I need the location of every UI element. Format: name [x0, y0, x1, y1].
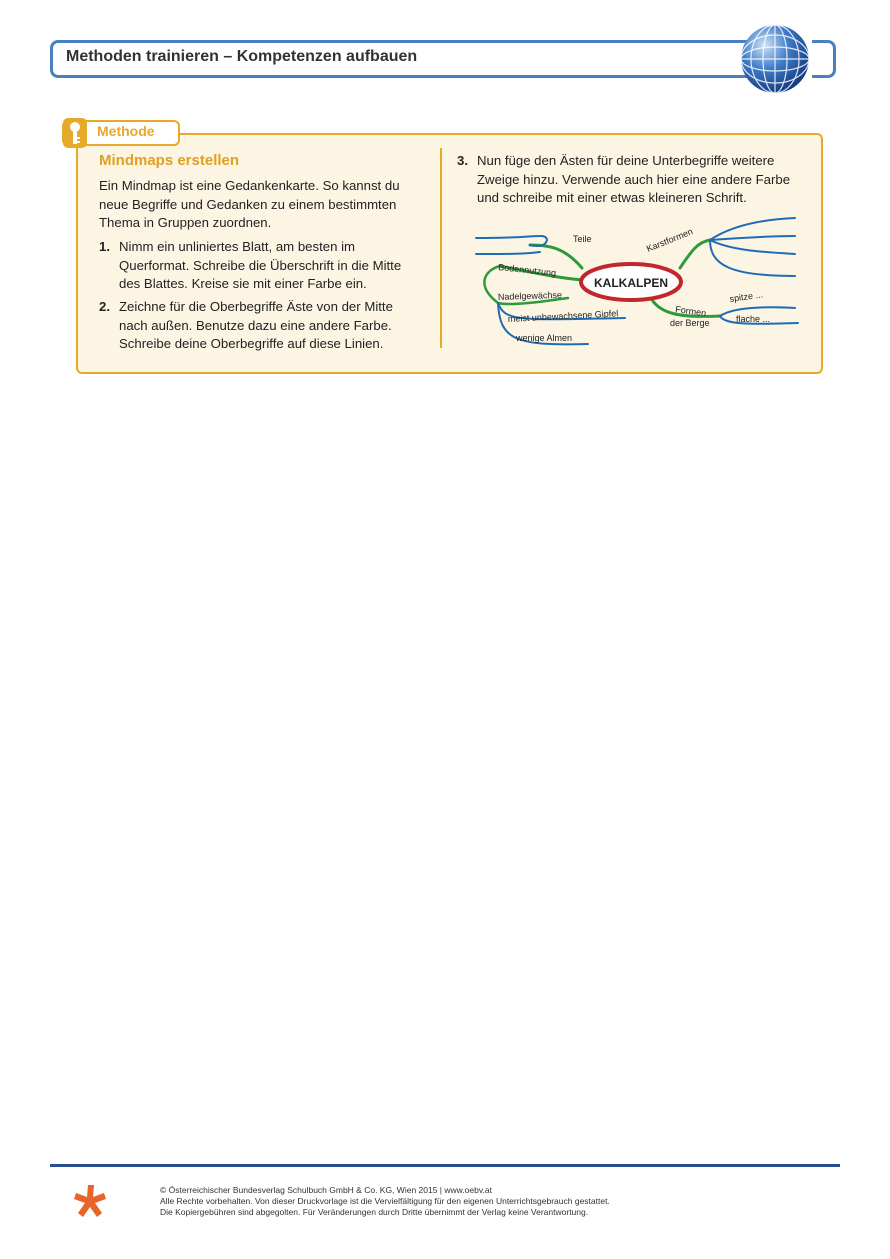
label-bodennutzung: Bodennutzung: [497, 262, 557, 279]
step-number: 3.: [457, 153, 468, 168]
step-line: Nun füge den Ästen für deine Unterbegriffe weitere: [477, 153, 775, 168]
step-line: Schreibe deine Oberbegriffe auf diese Linien.: [119, 336, 384, 351]
sub-karst-3: [710, 240, 795, 254]
step-2: [99, 298, 439, 354]
globe-icon: [738, 22, 812, 96]
footer-copyright: [160, 1185, 610, 1218]
publisher-logo-icon: [70, 1183, 110, 1223]
intro-line: Thema in Gruppen zuordnen.: [99, 215, 272, 230]
step-line: nach außen. Benutze dazu eine andere Farbe.: [119, 317, 392, 333]
step-line: Zeichne für die Oberbegriffe Äste von der Mitte: [119, 299, 393, 314]
key-icon: [63, 118, 87, 148]
step-line: und schreibe mit einer etwas kleineren Schrift.: [477, 190, 747, 205]
step-1: [99, 238, 439, 294]
label-almen: wenige Almen: [516, 333, 573, 343]
label-nadelgewaechse: Nadelgewächse: [497, 289, 563, 302]
branch-teile: [530, 245, 582, 268]
footer-divider: [50, 1164, 840, 1167]
footer-line-3: Die Kopiergebühren sind abgegolten. Für Veränderungen durch Dritte übernimmt der Verlag keine Verantwortung.: [160, 1207, 589, 1217]
method-label: Methode: [97, 123, 155, 139]
section-title: Mindmaps erstellen: [99, 152, 240, 169]
mindmap-center-label: KALKALPEN: [594, 276, 668, 290]
step-line: des Blattes. Kreise sie mit einer Farbe ein.: [119, 276, 367, 291]
branch-karstformen: [680, 240, 710, 268]
header-frame-end: [812, 40, 836, 78]
label-der-berge: der Berge: [670, 318, 710, 328]
label-gipfel: meist unbewachsene Gipfel: [507, 308, 619, 324]
sub-teile-2: [476, 252, 540, 254]
intro-line: Ein Mindmap ist eine Gedankenkarte. So kannst du: [99, 178, 400, 193]
intro-text: [99, 177, 429, 233]
label-teile: Teile: [573, 234, 592, 244]
step-line: Querformat. Schreibe die Überschrift in die Mitte: [119, 257, 402, 273]
intro-line: neue Begriffe und Gedanken zu einem bestimmten: [99, 196, 397, 212]
footer-line-2: Alle Rechte vorbehalten. Von dieser Druckvorlage ist die Vervielfältigung für den eigenen Unterrichtsgebrauch gestattet.: [160, 1196, 610, 1206]
label-flache: flache ...: [736, 314, 771, 324]
step-line: Nimm ein unliniertes Blatt, am besten im: [119, 239, 355, 254]
label-karstformen: Karstformen: [645, 226, 695, 254]
step-number: 1.: [99, 239, 110, 254]
footer-line-1: © Österreichischer Bundesverlag Schulbuch GmbH & Co. KG, Wien 2015 | www.oebv.at: [160, 1185, 492, 1195]
mindmap-diagram: [470, 210, 800, 360]
label-spitze: spitze ...: [728, 289, 764, 304]
page-title: Methoden trainieren – Kompetenzen aufbauen: [66, 48, 418, 65]
step-number: 2.: [99, 299, 110, 314]
column-divider: [440, 148, 442, 348]
label-formen: Formen: [674, 304, 707, 319]
sub-karst-2: [710, 236, 795, 240]
step-line: Zweige hinzu. Verwende auch hier eine andere Farbe: [477, 171, 791, 187]
step-3: [457, 152, 807, 208]
